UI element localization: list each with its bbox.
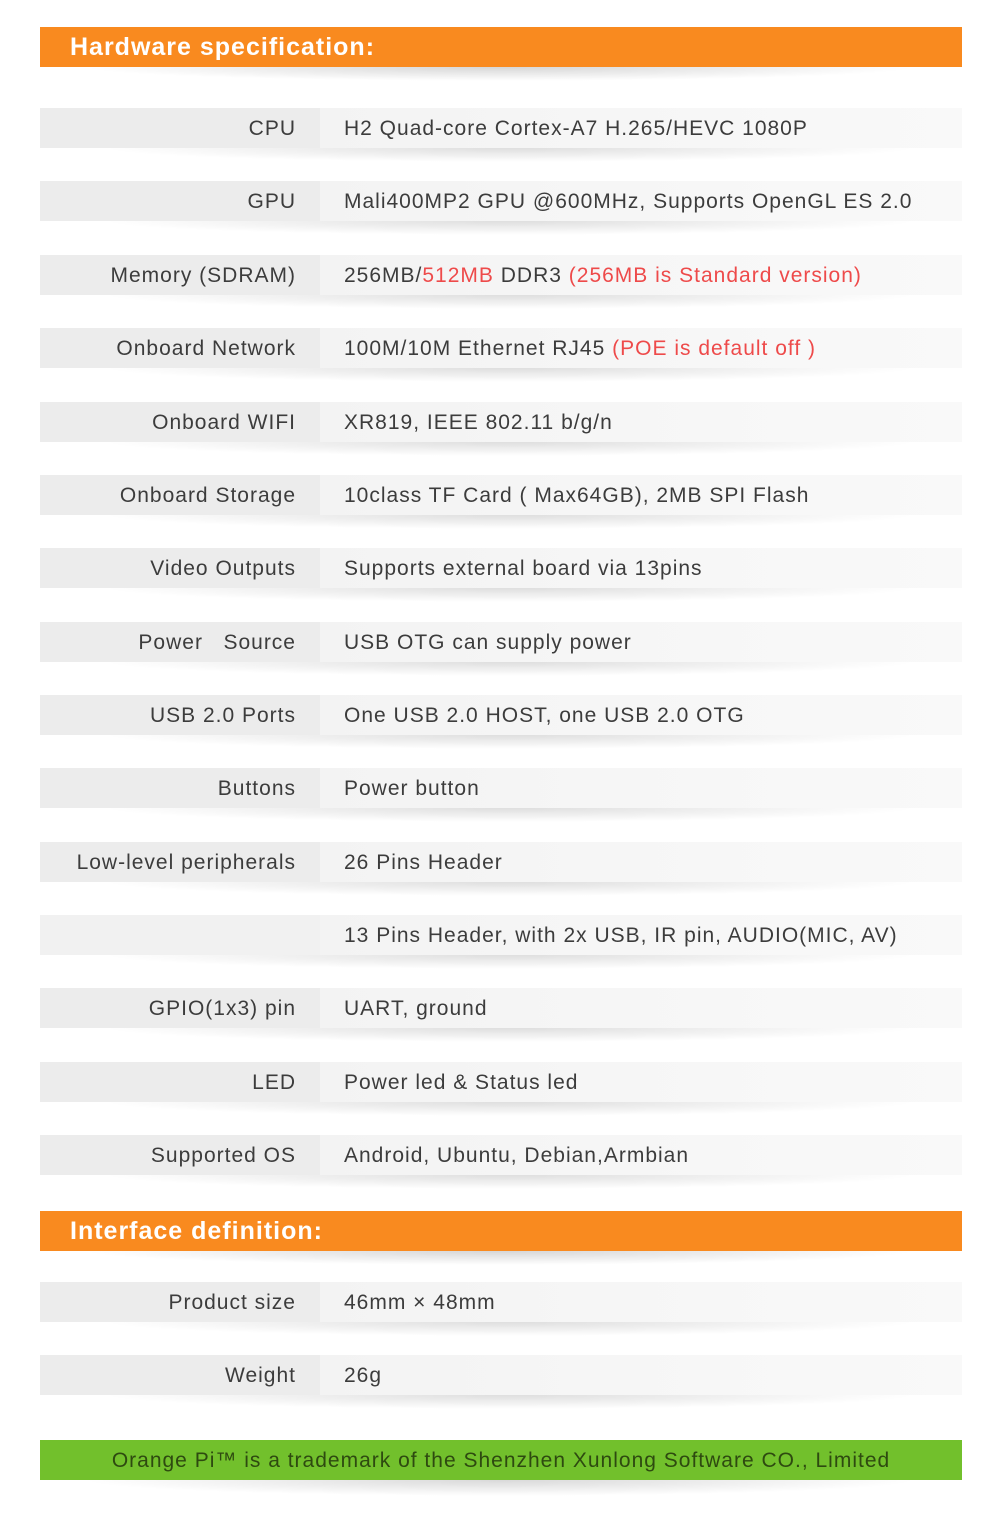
spec-label: Memory (SDRAM) — [40, 255, 320, 295]
spec-label: Video Outputs — [40, 548, 320, 588]
spec-row-led — [40, 1062, 962, 1102]
memory-base: 256MB/ — [344, 264, 423, 287]
spec-row-storage — [40, 475, 962, 515]
spec-value: 46mm × 48mm — [320, 1282, 962, 1322]
spec-label: Supported OS — [40, 1135, 320, 1175]
row-shadow — [100, 588, 920, 602]
row-shadow — [100, 808, 920, 822]
network-note-highlight: (POE is default off ) — [612, 337, 816, 360]
spec-value: USB OTG can supply power — [320, 622, 962, 662]
spec-label: Buttons — [40, 768, 320, 808]
spec-label: GPU — [40, 181, 320, 221]
network-base: 100M/10M Ethernet RJ45 — [344, 337, 613, 360]
spec-value — [320, 255, 962, 295]
spec-label: Onboard WIFI — [40, 402, 320, 442]
spec-row-power — [40, 622, 962, 662]
spec-row-video — [40, 548, 962, 588]
spec-row-peripherals — [40, 842, 962, 882]
spec-row-os — [40, 1135, 962, 1175]
spec-label: Low-level peripherals — [40, 842, 320, 882]
row-shadow — [100, 735, 920, 749]
spec-row-wifi — [40, 402, 962, 442]
footer-shadow — [80, 1480, 920, 1496]
interface-definition-heading: Interface definition: — [40, 1211, 962, 1251]
spec-value: 26 Pins Header — [320, 842, 962, 882]
spec-row-memory — [40, 255, 962, 295]
memory-type: DDR3 — [493, 264, 569, 287]
spec-value: One USB 2.0 HOST, one USB 2.0 OTG — [320, 695, 962, 735]
spec-label: Onboard Storage — [40, 475, 320, 515]
banner-shadow — [80, 67, 920, 81]
spec-value: 10class TF Card ( Max64GB), 2MB SPI Flash — [320, 475, 962, 515]
spec-label: Weight — [40, 1355, 320, 1395]
spec-value: 26g — [320, 1355, 962, 1395]
row-shadow — [100, 1175, 920, 1189]
spec-value: XR819, IEEE 802.11 b/g/n — [320, 402, 962, 442]
row-shadow — [100, 882, 920, 896]
row-shadow — [100, 1322, 920, 1336]
spec-row-gpio — [40, 988, 962, 1028]
spec-value: Power button — [320, 768, 962, 808]
row-shadow — [100, 955, 920, 969]
banner-shadow — [80, 1251, 920, 1265]
spec-value: UART, ground — [320, 988, 962, 1028]
row-shadow — [100, 662, 920, 676]
row-shadow — [100, 148, 920, 162]
spec-value: H2 Quad-core Cortex-A7 H.265/HEVC 1080P — [320, 108, 962, 148]
spec-label: USB 2.0 Ports — [40, 695, 320, 735]
spec-row-weight — [40, 1355, 962, 1395]
row-shadow — [100, 442, 920, 456]
spec-row-gpu — [40, 181, 962, 221]
spec-row-buttons — [40, 768, 962, 808]
spec-value: Android, Ubuntu, Debian,Armbian — [320, 1135, 962, 1175]
row-shadow — [100, 515, 920, 529]
row-shadow — [100, 1395, 920, 1409]
hardware-spec-heading: Hardware specification: — [40, 27, 962, 67]
row-shadow — [100, 295, 920, 309]
row-shadow — [100, 1028, 920, 1042]
spec-row-size — [40, 1282, 962, 1322]
spec-label: CPU — [40, 108, 320, 148]
row-shadow — [100, 1102, 920, 1116]
spec-label: Product size — [40, 1282, 320, 1322]
row-shadow — [100, 221, 920, 235]
row-shadow — [100, 368, 920, 382]
memory-note-highlight: (256MB is Standard version) — [568, 264, 862, 287]
spec-label — [40, 915, 320, 955]
trademark-footer: Orange Pi™ is a trademark of the Shenzhen Xunlong Software CO., Limited — [40, 1440, 962, 1480]
spec-label: Power Source — [40, 622, 320, 662]
spec-label: GPIO(1x3) pin — [40, 988, 320, 1028]
spec-row-usb — [40, 695, 962, 735]
spec-row-cpu — [40, 108, 962, 148]
spec-row-peripherals-2 — [40, 915, 962, 955]
spec-value: Supports external board via 13pins — [320, 548, 962, 588]
spec-value: Mali400MP2 GPU @600MHz, Supports OpenGL ES 2.0 — [320, 181, 962, 221]
spec-value: Power led & Status led — [320, 1062, 962, 1102]
spec-row-network — [40, 328, 962, 368]
spec-label: Onboard Network — [40, 328, 320, 368]
spec-label: LED — [40, 1062, 320, 1102]
spec-value: 13 Pins Header, with 2x USB, IR pin, AUDIO(MIC, AV) — [320, 915, 962, 955]
spec-value — [320, 328, 962, 368]
memory-option-highlight: 512MB — [422, 264, 494, 287]
